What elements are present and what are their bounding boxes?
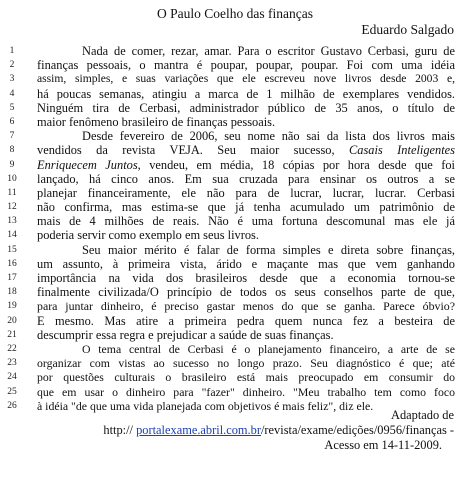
line-number: 1 bbox=[9, 46, 15, 56]
line-number: 8 bbox=[9, 145, 15, 156]
line-text bbox=[37, 158, 455, 172]
text-line bbox=[0, 186, 470, 200]
line-text: não confirma, mas estima-se que já tenha acumulado um patrimônio de bbox=[37, 200, 455, 215]
line-text: para juntar dinheiro, é preciso gastar menos do que se ganha. Parece óbvio? bbox=[37, 299, 455, 314]
line-number: 26 bbox=[7, 400, 17, 411]
line-text: finanças pessoais, o mantra é poupar, poupar, poupar. Foi com uma idéia bbox=[37, 58, 455, 73]
line-number: 22 bbox=[7, 343, 17, 354]
line-number: 6 bbox=[9, 116, 15, 127]
line-number: 12 bbox=[7, 202, 17, 213]
line-text: importância na vida dos brasileiros desde que a economia tornou-se bbox=[37, 271, 455, 285]
text-line bbox=[0, 87, 470, 101]
text-line bbox=[0, 129, 470, 143]
line-text: O tema central de Cerbasi é o planejamento financeiro, a arte de se bbox=[82, 341, 455, 356]
line-text: finalmente civilizada/O princípio de todos os seus conselhos parte de que, bbox=[37, 285, 455, 300]
line-number: 15 bbox=[7, 244, 17, 255]
text-line bbox=[0, 328, 470, 342]
text-line bbox=[0, 200, 470, 214]
line-number: 19 bbox=[7, 301, 17, 312]
line-text: Nada de comer, rezar, amar. Para o escritor Gustavo Cerbasi, guru de bbox=[82, 44, 455, 58]
line-text: descumprir essa regra e prejudicar a saúde de suas finanças. bbox=[37, 327, 334, 342]
text-line bbox=[0, 385, 470, 399]
line-text: Ninguém tira de Cerbasi, administrador público de 35 anos, o título de bbox=[37, 100, 455, 115]
line-text: assim, simples, e suas variações que ele escreveu nove livros desde 2003 e, bbox=[37, 72, 455, 86]
text-line bbox=[0, 44, 470, 58]
line-text: um assunto, à primeira vista, árido e maçante mas que vem ganhando bbox=[37, 256, 455, 271]
line-number: 11 bbox=[7, 187, 17, 198]
text-line bbox=[0, 72, 470, 86]
line-text: organizar com vistas ao sucesso no longo prazo. Seu diagnóstico é que; até bbox=[37, 356, 455, 371]
text-line bbox=[0, 356, 470, 370]
text-line bbox=[0, 285, 470, 299]
line-text-plain: , vendeu, em média, 18 cópias por hora desde que foi bbox=[137, 157, 455, 172]
line-number: 5 bbox=[9, 102, 15, 113]
text-line bbox=[0, 115, 470, 129]
line-text: E mesmo. Mas atire a primeira pedra quem nunca fez a besteira de bbox=[37, 313, 455, 328]
line-number: 25 bbox=[7, 386, 17, 397]
line-text: poderia servir como exemplo em seus livros. bbox=[37, 228, 259, 243]
line-text: maior fenômeno brasileiro de finanças pessoais. bbox=[37, 114, 276, 129]
source-url-prefix: http:// bbox=[103, 423, 133, 437]
source-url-path: /revista/exame/edições/0956/finanças - bbox=[260, 423, 454, 437]
source-url-line bbox=[103, 423, 454, 438]
line-number: 16 bbox=[7, 258, 17, 269]
line-number: 21 bbox=[7, 329, 17, 340]
book-title-part-1: Casais Inteligentes bbox=[349, 143, 455, 158]
line-text: mais de 4 milhões de reais. Não é uma fortuna descomunal mas ele já bbox=[37, 214, 455, 229]
text-line bbox=[0, 271, 470, 285]
line-number: 7 bbox=[9, 131, 15, 142]
line-text: Desde fevereiro de 2006, seu nome não sai da lista dos livros mais bbox=[82, 129, 455, 144]
line-number: 9 bbox=[9, 159, 15, 170]
text-line bbox=[0, 228, 470, 242]
line-number: 14 bbox=[7, 230, 17, 241]
text-line bbox=[0, 370, 470, 384]
line-text: há poucas semanas, atingiu a marca de 1 milhão de exemplares vendidos. bbox=[37, 86, 455, 101]
text-line bbox=[0, 101, 470, 115]
line-number: 10 bbox=[7, 173, 17, 184]
line-number: 18 bbox=[7, 287, 17, 298]
article-body bbox=[0, 44, 470, 413]
article-title: O Paulo Coelho das finanças bbox=[157, 6, 313, 21]
text-line bbox=[0, 214, 470, 228]
line-text-plain: vendidos da revista VEJA. Seu maior sucesso, bbox=[37, 143, 335, 158]
text-line bbox=[0, 299, 470, 313]
line-text: lançado, há cinco anos. Em sua cruzada para ensinar os outros a se bbox=[37, 171, 455, 186]
text-line bbox=[0, 143, 470, 157]
text-line bbox=[0, 314, 470, 328]
source-adapted-label: Adaptado de bbox=[391, 408, 454, 422]
text-line bbox=[0, 342, 470, 356]
text-line bbox=[0, 172, 470, 186]
source-link[interactable]: portalexame.abril.com.br bbox=[136, 423, 261, 437]
line-number: 24 bbox=[7, 372, 17, 383]
book-title-part-2: Enriquecem Juntos bbox=[37, 157, 138, 172]
source-access-date: Acesso em 14-11-2009. bbox=[324, 438, 442, 452]
line-number: 13 bbox=[7, 216, 17, 227]
line-number: 2 bbox=[9, 60, 15, 71]
text-line bbox=[0, 58, 470, 72]
line-text: planejar financeiramente, ele não para de lucrar, lucrar, lucrar. Cerbasi bbox=[37, 185, 455, 200]
text-line bbox=[0, 243, 470, 257]
line-text bbox=[37, 143, 455, 157]
text-line bbox=[0, 257, 470, 271]
line-text: à idéia "de que uma vida planejada com objetivos é mais feliz", diz ele. bbox=[37, 398, 374, 413]
article-author: Eduardo Salgado bbox=[361, 22, 454, 37]
line-number: 17 bbox=[7, 273, 17, 283]
line-text: Seu maior mérito é falar de forma simples e direta sobre finanças, bbox=[82, 242, 455, 257]
line-text: por questões culturais o brasileiro está mais preocupado em consumir do bbox=[37, 370, 455, 385]
line-number: 20 bbox=[7, 315, 17, 326]
line-number: 3 bbox=[9, 74, 15, 85]
text-line bbox=[0, 158, 470, 172]
line-number: 4 bbox=[9, 88, 15, 99]
line-text: que em usar o dinheiro para "fazer" dinheiro. "Meu trabalho tem como foco bbox=[37, 384, 455, 399]
line-number: 23 bbox=[7, 358, 17, 369]
